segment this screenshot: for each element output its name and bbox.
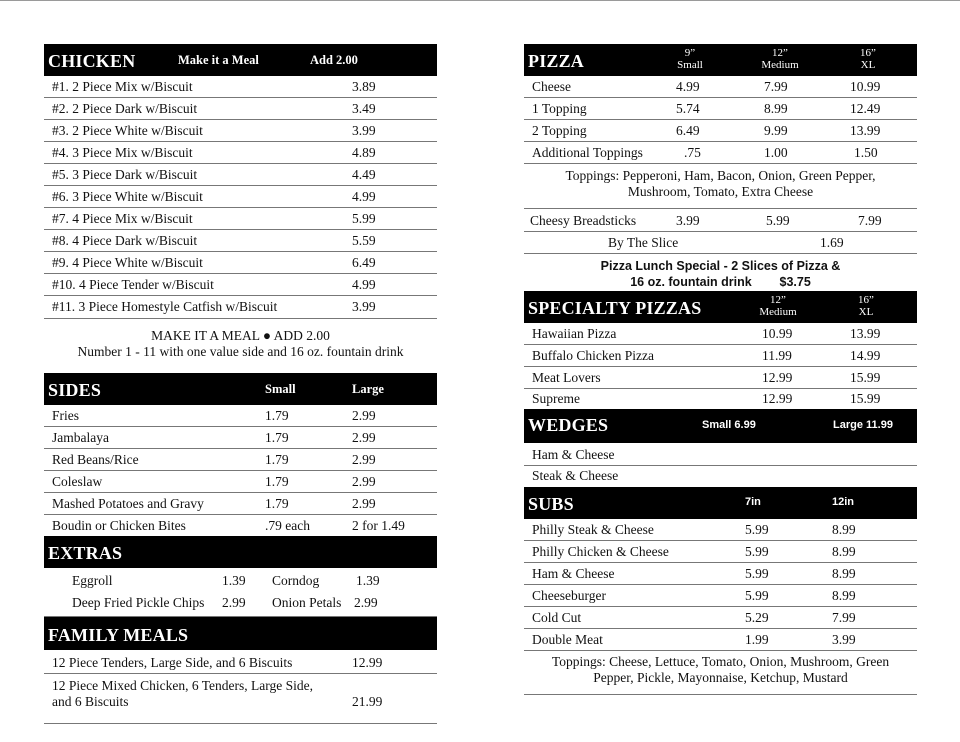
list-item: #8. 4 Piece Dark w/Biscuit 5.59 (44, 230, 437, 252)
list-item: Meat Lovers 12.99 15.99 (524, 367, 917, 389)
list-item: Ham & Cheese (524, 445, 917, 466)
pizza-toppings (524, 164, 917, 209)
family-list (44, 652, 437, 724)
list-item: Jambalaya 1.79 2.99 (44, 427, 437, 449)
extras-list (44, 568, 437, 617)
subs-col-12in: 12in (832, 496, 855, 508)
list-item: #10. 4 Piece Tender w/Biscuit 4.99 (44, 274, 437, 296)
list-item: 12 Piece Tenders, Large Side, and 6 Biscuits 12.99 (44, 652, 437, 674)
chicken-list (44, 76, 437, 319)
extras-header (44, 536, 437, 568)
list-item: Deep Fried Pickle Chips 2.99 Onion Petals 2.99 (44, 591, 437, 617)
list-item: Boudin or Chicken Bites .79 each 2 for 1.49 (52, 518, 405, 533)
specialty-header (524, 291, 917, 323)
list-item: Mashed Potatoes and Gravy 1.79 2.99 (44, 493, 437, 515)
list-item: #7. 4 Piece Mix w/Biscuit 5.99 (44, 208, 437, 230)
wedges-small: Small 6.99 (702, 419, 756, 431)
list-item: 2 Topping 6.49 9.99 13.99 (524, 120, 917, 142)
lunch-special-line1: Pizza Lunch Special - 2 Slices of Pizza & (600, 259, 841, 273)
left-column (44, 44, 437, 724)
pizza-toppings-line2: Mushroom, Tomato, Extra Cheese (627, 184, 814, 199)
pizza-toppings-line1: Toppings: Pepperoni, Ham, Bacon, Onion, Green Pepper, (565, 168, 876, 183)
specialty-size-xl: 16” XL (858, 294, 874, 318)
wedges-title: WEDGES (528, 415, 609, 435)
list-item: #1. 2 Piece Mix w/Biscuit 3.89 (44, 76, 437, 98)
list-item: #2. 2 Piece Dark w/Biscuit 3.49 (44, 98, 437, 120)
pizza-size-medium: 12” Medium (761, 47, 799, 71)
list-item: Supreme 12.99 15.99 (532, 391, 881, 406)
list-item: Double Meat 1.99 3.99 (524, 629, 917, 651)
list-item: Philly Chicken & Cheese 5.99 8.99 (524, 541, 917, 563)
pizza-header (524, 44, 917, 76)
subs-title: SUBS (528, 494, 574, 514)
list-item: Cheese 4.99 7.99 10.99 (524, 76, 917, 98)
meal-note-line2: Number 1 - 11 with one value side and 16 oz. fountain drink (77, 344, 404, 359)
list-item: #6. 3 Piece White w/Biscuit 4.99 (44, 186, 437, 208)
specialty-list (524, 323, 917, 409)
subs-toppings (524, 651, 917, 695)
chicken-meal-label: Make it a Meal (178, 53, 259, 67)
subs-list (524, 519, 917, 651)
wedges-list (524, 445, 917, 487)
lunch-special-price: $3.75 (779, 275, 811, 289)
subs-toppings-line1: Toppings: Cheese, Lettuce, Tomato, Onion, Mushroom, Green (551, 654, 890, 669)
right-column (524, 44, 917, 695)
specialty-size-medium: 12” Medium (759, 294, 797, 318)
list-item: Philly Steak & Cheese 5.99 8.99 (524, 519, 917, 541)
sides-list (44, 405, 437, 536)
lunch-special (524, 254, 917, 288)
chicken-header (44, 44, 437, 76)
chicken-add-label: Add 2.00 (310, 53, 358, 67)
family-header (44, 617, 437, 650)
breadsticks-row: Cheesy Breadsticks 3.99 5.99 7.99 (524, 209, 917, 232)
list-item: Hawaiian Pizza 10.99 13.99 (524, 323, 917, 345)
meal-note-line1: MAKE IT A MEAL ● ADD 2.00 (151, 328, 330, 343)
list-item: Ham & Cheese 5.99 8.99 (524, 563, 917, 585)
wedges-header (524, 409, 917, 443)
family-title: FAMILY MEALS (48, 625, 189, 645)
list-item: Steak & Cheese (532, 468, 619, 483)
list-item: Eggroll 1.39 Corndog 1.39 (72, 573, 380, 588)
list-item: #4. 3 Piece Mix w/Biscuit 4.89 (44, 142, 437, 164)
chicken-title: CHICKEN (48, 51, 136, 71)
list-item: Fries 1.79 2.99 (44, 405, 437, 427)
pizza-list (524, 76, 917, 164)
list-item: Cold Cut 5.29 7.99 (524, 607, 917, 629)
lunch-special-line2: 16 oz. fountain drink $3.75 (630, 275, 811, 289)
list-item: Additional Toppings .75 1.00 1.50 (524, 142, 917, 164)
subs-col-7in: 7in (745, 496, 761, 508)
pizza-size-small: 9” Small (677, 47, 703, 71)
meal-note (44, 319, 437, 373)
subs-header (524, 487, 917, 519)
list-item: Cheeseburger 5.99 8.99 (524, 585, 917, 607)
list-item: 1 Topping 5.74 8.99 12.49 (524, 98, 917, 120)
sides-col-small: Small (265, 382, 296, 396)
list-item: #11. 3 Piece Homestyle Catfish w/Biscuit 3.99 (44, 296, 437, 319)
list-item: #9. 4 Piece White w/Biscuit 6.49 (44, 252, 437, 274)
subs-toppings-line2: Pepper, Pickle, Mayonnaise, Ketchup, Mustard (593, 670, 848, 685)
extras-title: EXTRAS (48, 543, 123, 563)
pizza-title: PIZZA (528, 51, 585, 71)
sides-header (44, 373, 437, 405)
specialty-title: SPECIALTY PIZZAS (528, 298, 702, 318)
list-item: Coleslaw 1.79 2.99 (44, 471, 437, 493)
slice-row: By The Slice 1.69 (524, 232, 917, 254)
sides-title: SIDES (48, 380, 102, 400)
list-item: #5. 3 Piece Dark w/Biscuit 4.49 (44, 164, 437, 186)
wedges-large: Large 11.99 (833, 419, 893, 431)
sides-col-large: Large (352, 382, 384, 396)
list-item: #3. 2 Piece White w/Biscuit 3.99 (44, 120, 437, 142)
pizza-size-xl: 16” XL (860, 47, 876, 71)
list-item: Buffalo Chicken Pizza 11.99 14.99 (524, 345, 917, 367)
list-item: Red Beans/Rice 1.79 2.99 (44, 449, 437, 471)
list-item: 12 Piece Mixed Chicken, 6 Tenders, Large Side, and 6 Biscuits 21.99 (44, 674, 437, 724)
top-border (0, 0, 960, 1)
